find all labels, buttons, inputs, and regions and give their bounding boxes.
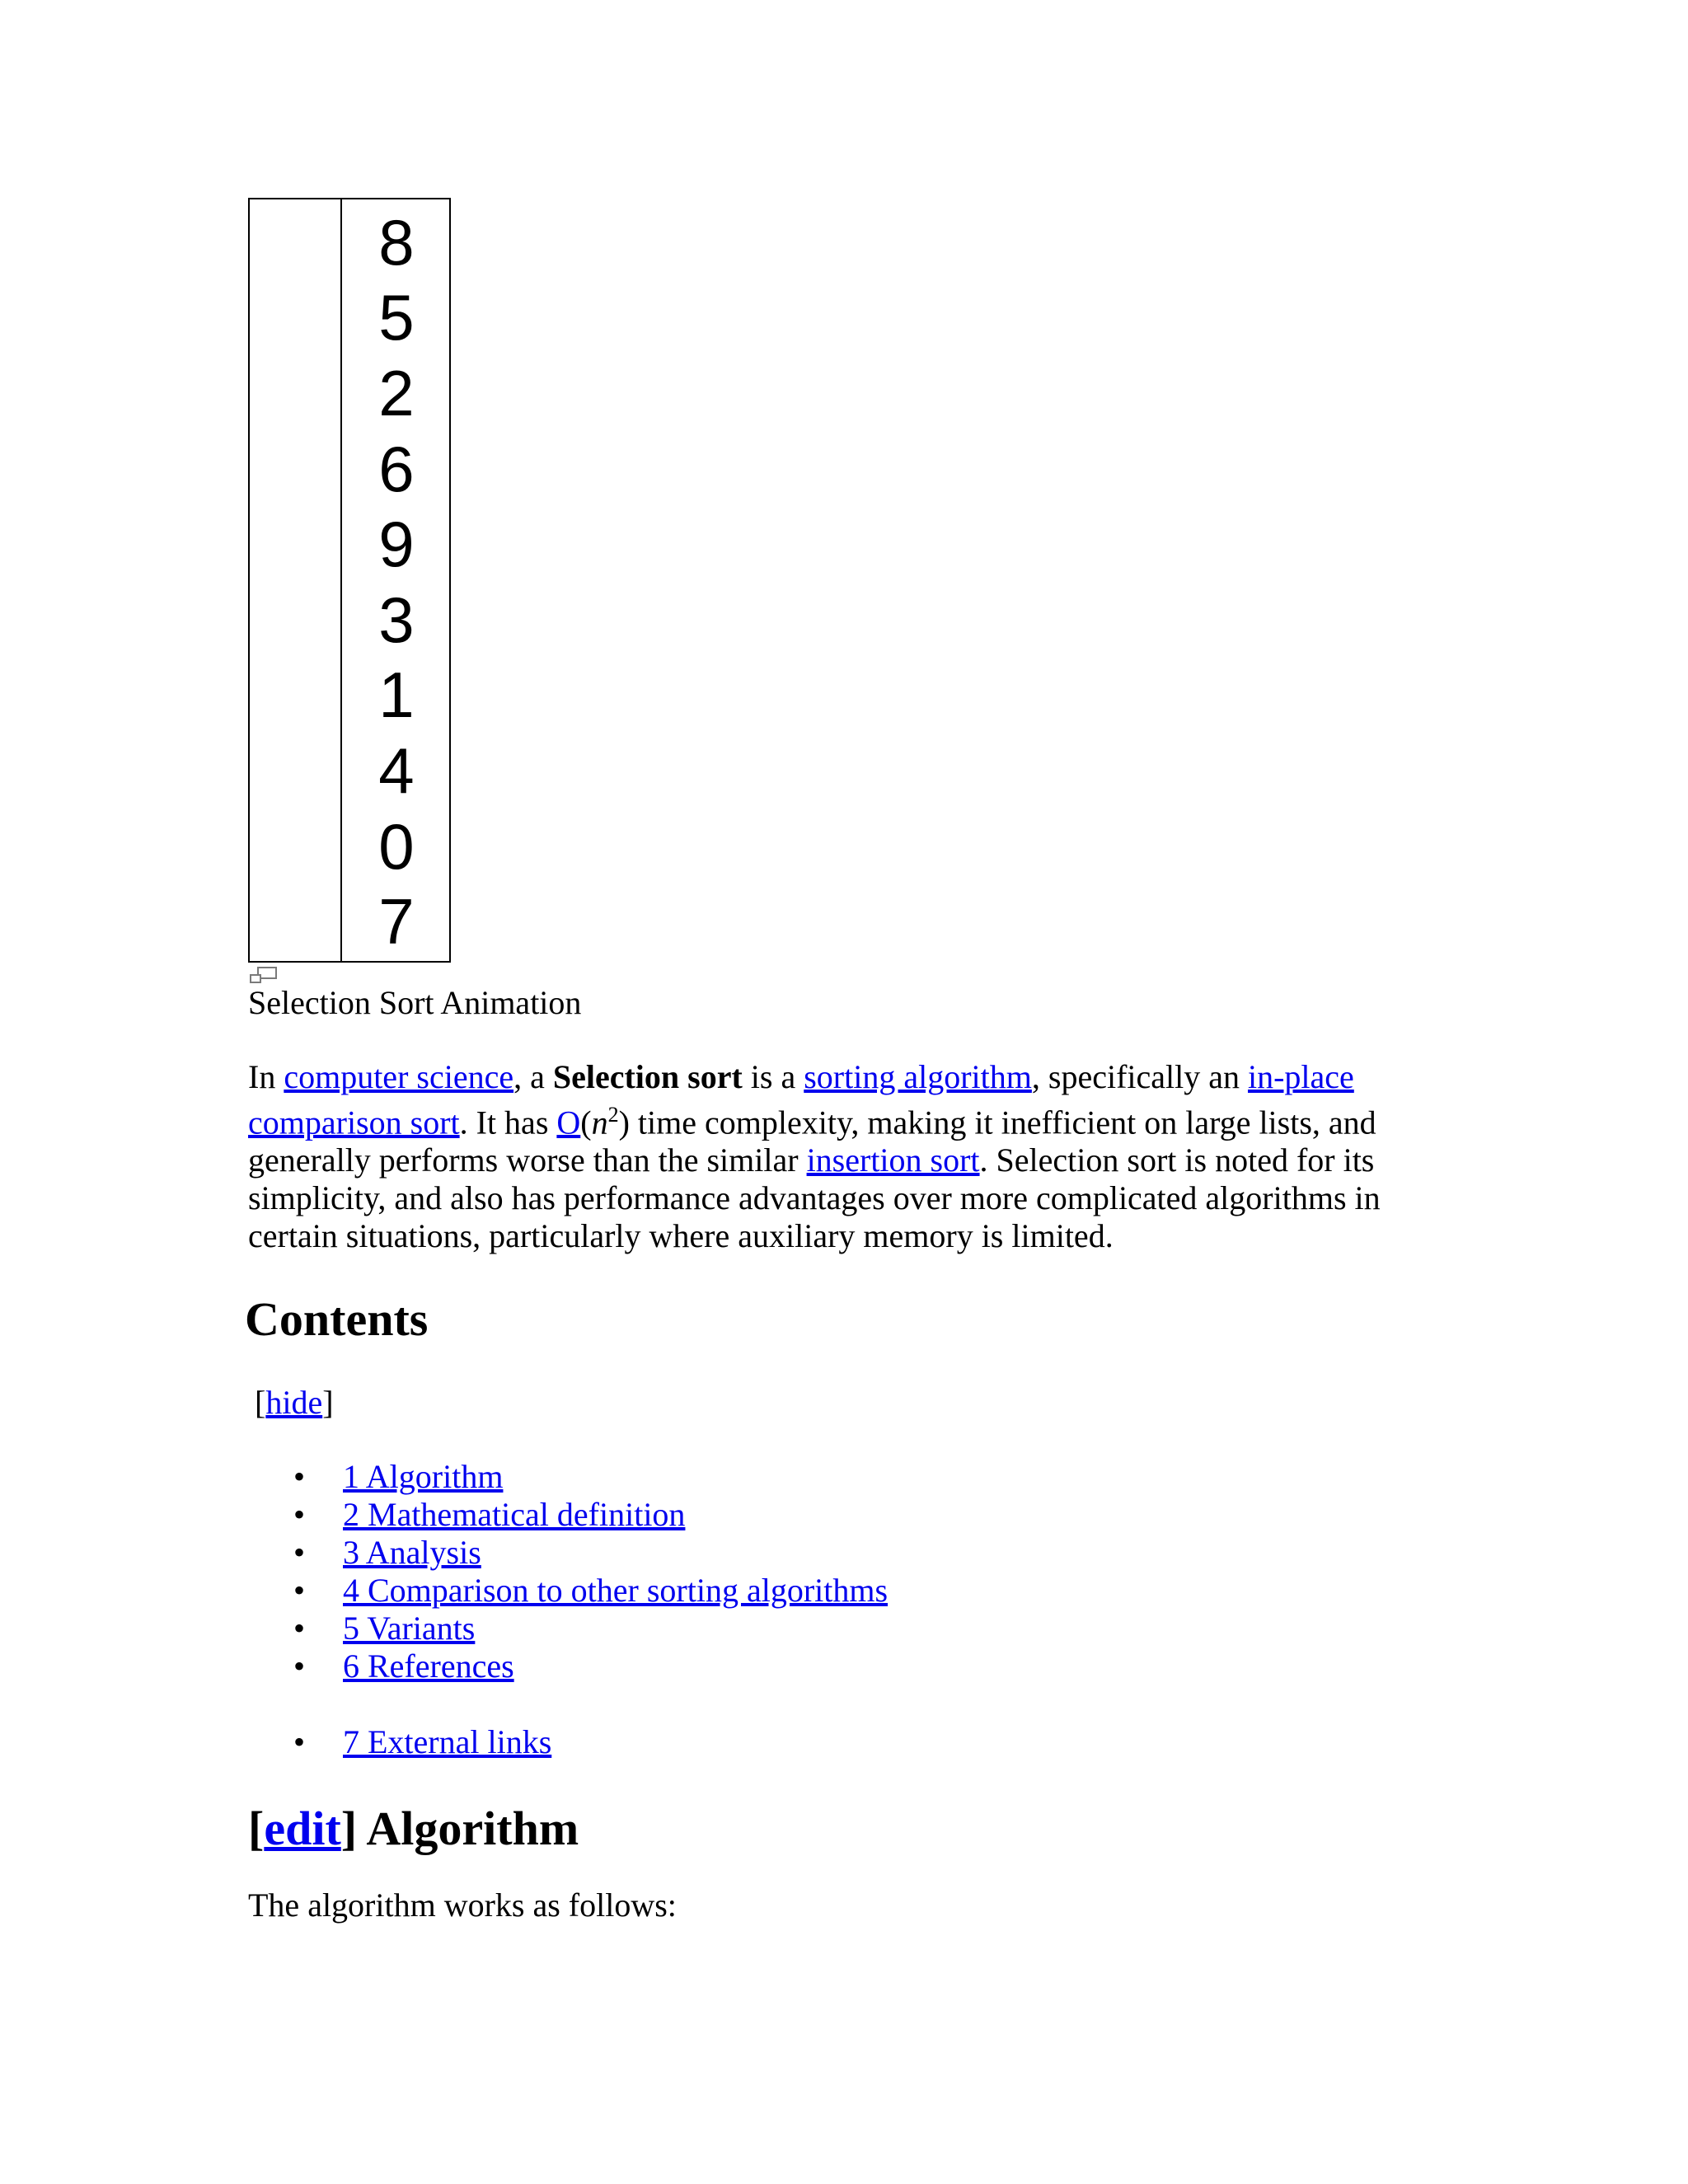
animation-number: 1 <box>378 658 415 732</box>
text-span: is a <box>742 1058 804 1095</box>
bracket: ] <box>340 1802 358 1856</box>
animation-number: 5 <box>378 281 415 354</box>
toc-item <box>248 1572 1435 1610</box>
toc-link-analysis[interactable]: 3 Analysis <box>343 1534 481 1572</box>
section-title-text: Algorithm <box>357 1802 579 1856</box>
toc-item <box>248 1647 1435 1685</box>
text-span: ) time complexity, making it inefficient on large lists, and generally performs worse than the similar <box>248 1104 1376 1179</box>
text-span: , a <box>513 1058 553 1095</box>
toc-item <box>248 1496 1435 1534</box>
toc-list <box>248 1458 1435 1761</box>
bullet-icon: • <box>293 1534 306 1572</box>
toc-item <box>248 1458 1435 1496</box>
link-big-o-notation[interactable]: O <box>556 1104 581 1141</box>
animation-number: 3 <box>378 583 415 656</box>
animation-number: 2 <box>378 356 415 429</box>
toc-link-mathematical-definition[interactable]: 2 Mathematical definition <box>343 1496 686 1534</box>
toc-toggle <box>255 1384 1435 1422</box>
bold-term: Selection sort <box>552 1058 743 1095</box>
selection-sort-animation[interactable] <box>248 198 451 963</box>
lead-paragraph <box>248 1058 1418 1255</box>
animation-number: 7 <box>378 885 415 958</box>
link-computer-science[interactable]: computer science <box>284 1058 514 1095</box>
link-in-place-comparison-sort[interactable]: in-place comparison sort <box>248 1058 1354 1141</box>
animation-number: 0 <box>378 809 415 883</box>
link-insertion-sort[interactable]: insertion sort <box>806 1141 980 1179</box>
bullet-icon: • <box>293 1723 306 1761</box>
text-span: ( <box>580 1104 592 1141</box>
text-span: In <box>248 1058 284 1095</box>
text-span: . It has <box>459 1104 557 1141</box>
toc-link-algorithm[interactable]: 1 Algorithm <box>343 1458 504 1496</box>
toc-item <box>248 1534 1435 1572</box>
math-exponent: 2 <box>607 1103 619 1127</box>
contents-title: Contents <box>245 1292 429 1347</box>
bracket: [ <box>255 1384 266 1422</box>
animation-number-column <box>342 199 451 961</box>
algorithm-intro-text: The algorithm works as follows: <box>248 1886 677 1924</box>
bullet-icon: • <box>293 1496 306 1534</box>
toc-link-external-links[interactable]: 7 External links <box>343 1723 552 1761</box>
figure-caption: Selection Sort Animation <box>248 984 582 1021</box>
bullet-icon: • <box>293 1572 306 1610</box>
animation-number: 6 <box>378 432 415 505</box>
animation-number: 4 <box>378 733 415 807</box>
toc-link-variants[interactable]: 5 Variants <box>343 1610 476 1647</box>
bullet-icon: • <box>293 1610 306 1647</box>
text-span: . Selection sort is noted for its simplicity, and also has performance advantages over more complicated algorithms in certain situations, particularly where auxiliary memory is limited. <box>248 1141 1381 1255</box>
text-span: , specifically an <box>1031 1058 1248 1095</box>
toc-item <box>248 1723 1435 1761</box>
edit-section-link[interactable]: edit <box>264 1802 341 1856</box>
toc-hide-link[interactable]: hide <box>265 1384 323 1422</box>
toc-link-comparison[interactable]: 4 Comparison to other sorting algorithms <box>343 1572 889 1610</box>
toc-item <box>248 1610 1435 1647</box>
bullet-icon: • <box>293 1647 306 1685</box>
link-sorting-algorithm[interactable]: sorting algorithm <box>804 1058 1032 1095</box>
bracket: ] <box>322 1384 334 1422</box>
toc-link-references[interactable]: 6 References <box>343 1647 514 1685</box>
animation-number: 9 <box>378 508 415 581</box>
section-heading-algorithm <box>248 1801 1435 1857</box>
enlarge-icon[interactable] <box>248 966 279 984</box>
bullet-icon: • <box>293 1458 306 1496</box>
math-variable: n <box>591 1104 608 1141</box>
animation-number: 8 <box>378 205 415 279</box>
bracket: [ <box>248 1802 265 1856</box>
article-page <box>245 198 1435 1957</box>
